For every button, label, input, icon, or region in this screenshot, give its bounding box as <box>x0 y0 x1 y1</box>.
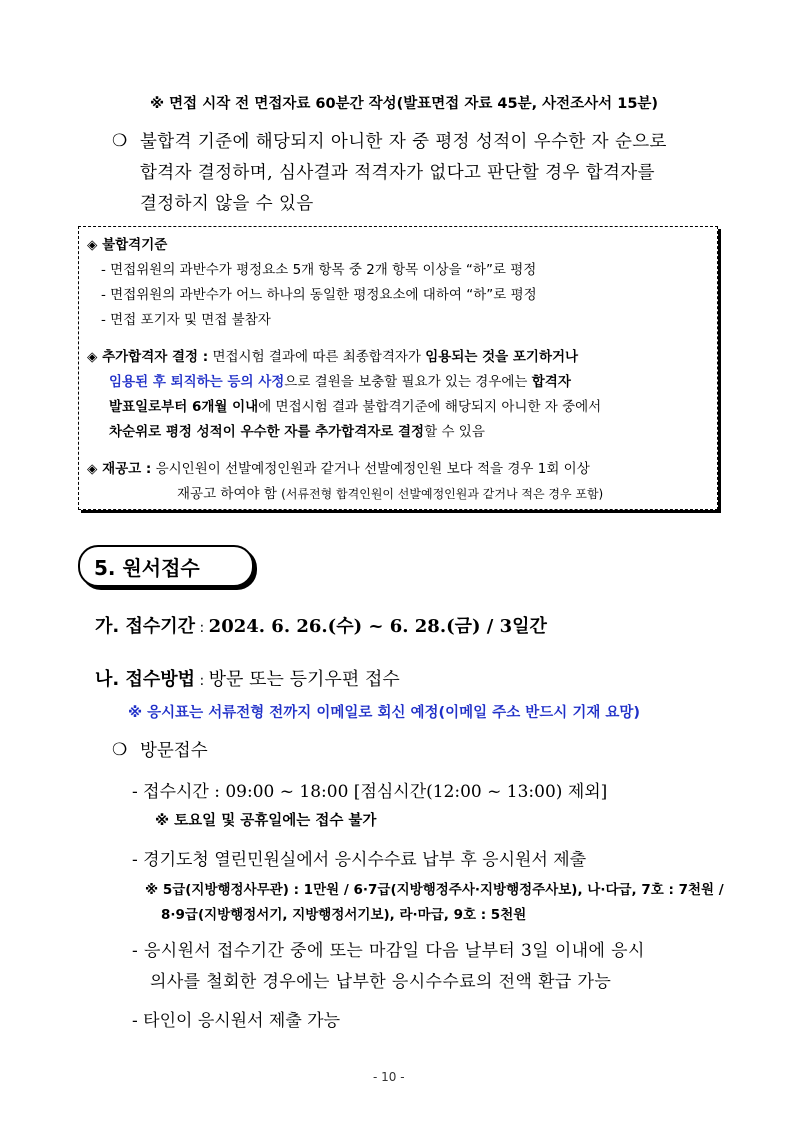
additional-pass-line-3 <box>109 395 601 415</box>
additional-pass-text: 할 수 있음 <box>424 424 485 440</box>
additional-pass-emphasis: 발표일로부터 6개월 이내 <box>109 399 259 415</box>
application-method-label: 나. 접수방법 <box>95 669 196 690</box>
application-method-value: 방문 또는 등기우편 접수 <box>208 669 400 690</box>
ticket-email-note: ※ 응시표는 서류전형 전까지 이메일로 회신 예정(이메일 주소 반드시 기재 요망) <box>128 705 641 721</box>
repost-text: 재공고 하여야 함 <box>177 486 282 502</box>
additional-pass-line-1 <box>87 345 578 365</box>
selection-rule-line-2: 합격자 결정하며, 심사결과 적격자가 없다고 판단할 경우 합격자를 <box>140 163 655 183</box>
submission-office: - 경기도청 열린민원실에서 응시수수료 납부 후 응시원서 제출 <box>132 850 587 870</box>
application-method <box>95 665 400 691</box>
additional-pass-line-4 <box>109 420 485 440</box>
repost-text: 응시인원이 선발예정인원과 같거나 선발예정인원 보다 적을 경우 1회 이상 <box>151 461 590 477</box>
repost-title: ◈ 재공고 : <box>87 461 152 477</box>
additional-pass-title: ◈ 추가합격자 결정 : <box>87 349 209 365</box>
additional-pass-emphasis: 합격자 <box>531 374 571 390</box>
reception-hours: - 접수시간 : 09:00 ~ 18:00 [점심시간(12:00 ~ 13:00) 제외] <box>132 782 608 802</box>
fee-note-line-2: 8·9급(지방행정서기, 지방행정서기보), 라·마급, 9호 : 5천원 <box>161 907 527 923</box>
separator: : <box>195 673 209 689</box>
additional-pass-blue-emphasis: 임용된 후 퇴직하는 등의 사정 <box>109 374 285 390</box>
page-number: - 10 - <box>373 1070 405 1084</box>
bullet-icon: ❍ <box>112 131 128 151</box>
additional-pass-emphasis: 차순위로 평정 성적이 우수한 자를 추가합격자로 결정 <box>109 424 425 440</box>
separator: : <box>195 620 209 636</box>
repost-line-1 <box>87 457 590 477</box>
repost-note: (서류전형 합격인원이 선발예정인원과 같거나 적은 경우 포함) <box>281 487 604 501</box>
additional-pass-line-2 <box>109 370 571 390</box>
additional-pass-text: 으로 결원을 보충할 필요가 있는 경우에는 <box>284 374 532 390</box>
bullet-icon: ❍ <box>112 740 128 760</box>
additional-pass-emphasis: 임용되는 것을 포기하거나 <box>425 349 579 365</box>
fail-criteria-title: ◈ 불합격기준 <box>87 237 168 253</box>
selection-rule-line-1: 불합격 기준에 해당되지 아니한 자 중 평정 성적이 우수한 자 순으로 <box>140 132 667 152</box>
application-period-value: 2024. 6. 26.(수) ~ 6. 28.(금) / 3일간 <box>208 616 547 637</box>
additional-pass-text: 면접시험 결과에 따른 최종합격자가 <box>208 349 426 365</box>
interview-prep-note: ※ 면접 시작 전 면접자료 60분간 작성(발표면접 자료 45분, 사전조사서 15분) <box>150 96 659 112</box>
proxy-submission: - 타인이 응시원서 제출 가능 <box>132 1011 341 1031</box>
application-period-label: 가. 접수기간 <box>95 616 196 637</box>
fail-criteria-item: - 면접위원의 과반수가 어느 하나의 동일한 평정요소에 대하여 “하”로 평정 <box>101 287 537 303</box>
section-title: 5. 원서접수 <box>94 556 200 580</box>
fee-note-line-1: ※ 5급(지방행정사무관) : 1만원 / 6·7급(지방행정주사·지방행정주사보), 나·다급, 7호 : 7천원 / <box>145 882 724 898</box>
fail-criteria-item: - 면접 포기자 및 면접 불참자 <box>101 312 271 328</box>
selection-rule-line-3: 결정하지 않을 수 있음 <box>140 194 314 214</box>
refund-line-1: - 응시원서 접수기간 중에 또는 마감일 다음 날부터 3일 이내에 응시 <box>132 941 645 961</box>
refund-line-2: 의사를 철회한 경우에는 납부한 응시수수료의 전액 환급 가능 <box>150 972 612 992</box>
visit-title: 방문접수 <box>140 741 208 761</box>
repost-line-2 <box>177 482 603 502</box>
application-period <box>95 612 547 638</box>
fail-criteria-item: - 면접위원의 과반수가 평정요소 5개 항목 중 2개 항목 이상을 “하”로 평정 <box>101 262 537 278</box>
criteria-box <box>78 226 718 510</box>
additional-pass-text: 에 면접시험 결과 불합격기준에 해당되지 아니한 자 중에서 <box>258 399 602 415</box>
section-badge <box>78 545 254 587</box>
holiday-note: ※ 토요일 및 공휴일에는 접수 불가 <box>155 813 377 829</box>
